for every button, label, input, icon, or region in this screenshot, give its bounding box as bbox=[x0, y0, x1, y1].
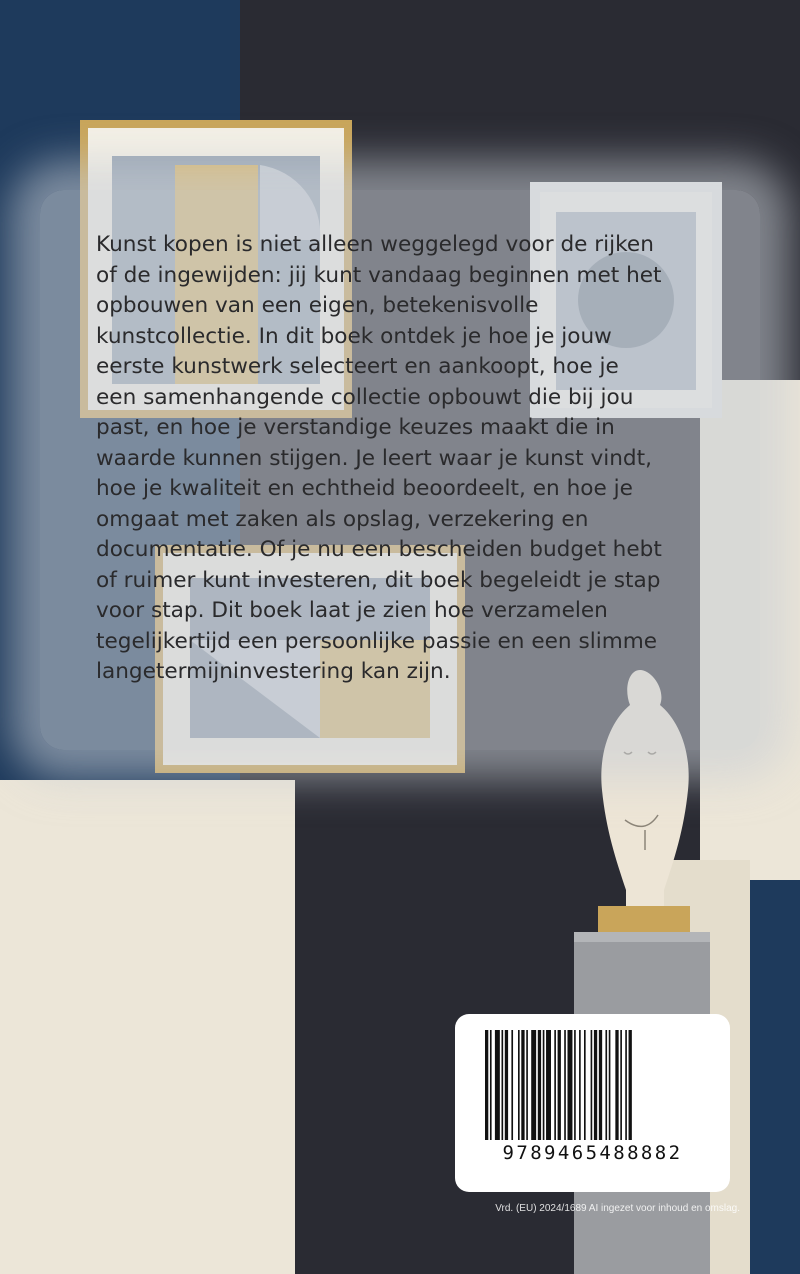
legal-notice: Vrd. (EU) 2024/1689 AI ingezet voor inhoud en omslag. bbox=[495, 1203, 740, 1214]
cream-block-bottom-left bbox=[0, 780, 295, 1274]
barcode-bar bbox=[609, 1030, 611, 1140]
barcode-bar bbox=[502, 1030, 504, 1140]
barcode-bar bbox=[511, 1030, 513, 1140]
barcode-bar bbox=[605, 1030, 607, 1140]
barcode-bar bbox=[505, 1030, 508, 1140]
barcode-bar bbox=[546, 1030, 551, 1140]
barcode-bar bbox=[518, 1030, 520, 1140]
barcode-bar bbox=[620, 1030, 622, 1140]
barcode-bar bbox=[558, 1030, 561, 1140]
barcode-bar bbox=[564, 1030, 566, 1140]
barcode-bar bbox=[521, 1030, 524, 1140]
barcode-bar bbox=[526, 1030, 528, 1140]
barcode-bar bbox=[625, 1030, 627, 1140]
barcode-bar bbox=[538, 1030, 541, 1140]
barcode-bar bbox=[629, 1030, 632, 1140]
barcode-bar bbox=[584, 1030, 586, 1140]
barcode-bar bbox=[591, 1030, 593, 1140]
barcode-icon bbox=[485, 1030, 700, 1140]
barcode-bar bbox=[495, 1030, 500, 1140]
barcode-bar bbox=[574, 1030, 576, 1140]
isbn-number: 9789465488882 bbox=[502, 1142, 683, 1164]
barcode-bar bbox=[615, 1030, 618, 1140]
barcode-bar bbox=[485, 1030, 488, 1140]
barcode-panel bbox=[455, 1014, 730, 1192]
barcode-bar bbox=[554, 1030, 556, 1140]
back-cover-blurb: Kunst kopen is niet alleen weggelegd voor de rijken of de ingewijden: jij kunt vandaag beginnen met het opbouwen van een eigen, betekenisvolle kunstcollectie. In dit boek ontdek je hoe je jouw eerste kunstwerk selecteert en aankoopt, hoe je een samenhangende collectie opbouwt die bij jou past, en hoe je verstandige keuzes maakt die in waarde kunnen stijgen. Je leert waar je kunst vindt, hoe je kwaliteit en echtheid beoordeelt, en hoe je omgaat met zaken als opslag, verzekering en documentatie. Of je nu een bescheiden budget hebt of ruimer kunt investeren, dit boek begeleidt je stap voor stap. Dit boek laat je zien hoe verzamelen tegelijkertijd een persoonlijke passie en een slimme langetermijninvestering kan zijn. bbox=[96, 232, 662, 684]
navy-strip-right bbox=[745, 880, 800, 1274]
barcode-bar bbox=[490, 1030, 492, 1140]
barcode-bar bbox=[594, 1030, 597, 1140]
barcode-bar bbox=[531, 1030, 536, 1140]
barcode-bar bbox=[599, 1030, 602, 1140]
barcode-bar bbox=[568, 1030, 573, 1140]
barcode-bar bbox=[543, 1030, 545, 1140]
barcode-bar bbox=[579, 1030, 581, 1140]
